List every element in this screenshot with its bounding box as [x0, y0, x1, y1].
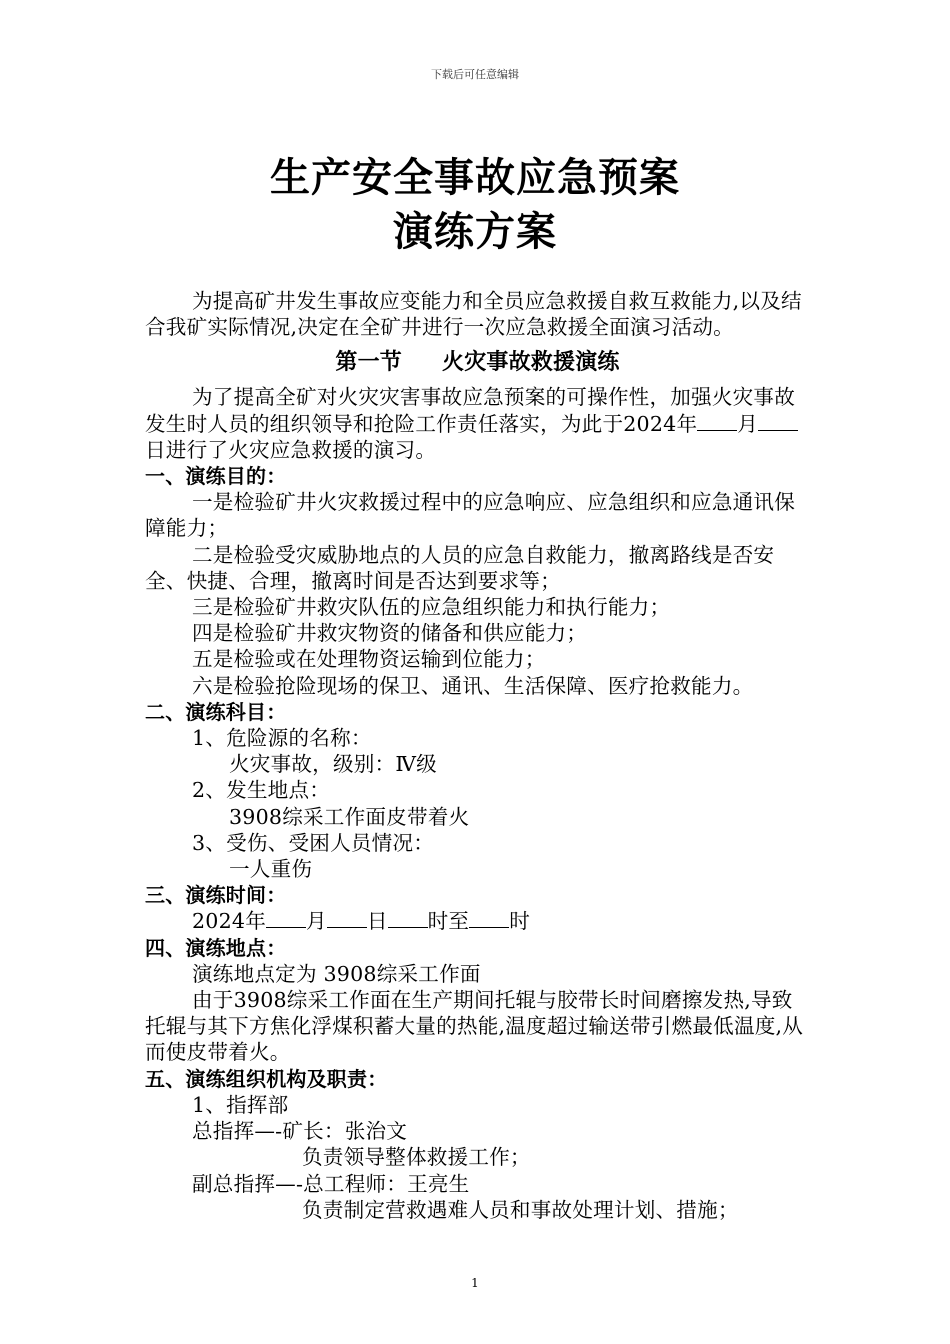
blank-line	[266, 909, 306, 928]
document-body	[145, 288, 810, 1223]
subject-value: 3908综采工作面皮带着火	[229, 804, 470, 829]
subject-value: 一人重伤	[229, 857, 313, 882]
time-text: 时	[509, 909, 530, 934]
purpose-item: 六是检验抢险现场的保卫、通讯、生活保障、医疗抢救能力。	[192, 673, 754, 698]
section-title: 火灾事故救援演练	[442, 350, 620, 376]
page-header: 下载后可任意编辑	[431, 68, 519, 81]
org-role: 副总指挥—-总工程师：王亮生	[192, 1171, 470, 1196]
purpose-item: 一是检验矿井火灾救援过程中的应急响应、应急组织和应急通讯保障能力；	[145, 490, 796, 541]
time-line	[145, 908, 810, 934]
purpose-item: 四是检验矿井救灾物资的储备和供应能力；	[192, 621, 588, 646]
document-subtitle: 演练方案	[393, 209, 557, 255]
para-text: 为了提高全矿对火灾灾害事故应急预案的可操作性，加强火灾事故发生时人员的组织领导和抢险工作责任落实，为此于2024年	[145, 385, 796, 436]
heading-purpose: 一、演练目的：	[145, 464, 287, 489]
location-line: 演练地点定为 3908综采工作面	[192, 961, 481, 986]
section-number: 第一节	[335, 350, 402, 376]
subject-label: 2、发生地点：	[192, 778, 331, 803]
heading-organization: 五、演练组织机构及职责：	[145, 1066, 388, 1091]
intro-paragraph: 为提高矿井发生事故应变能力和全员应急救援自救互救能力,以及结合我矿实际情况,决定在全矿井进行一次应急救援全面演习活动。	[145, 289, 802, 340]
blank-line	[697, 412, 737, 431]
org-duty: 负责领导整体救援工作；	[302, 1145, 531, 1170]
para-text: 月	[737, 411, 759, 436]
heading-time: 三、演练时间：	[145, 883, 287, 908]
subject-label: 3、受伤、受困人员情况：	[192, 830, 435, 855]
blank-line	[388, 909, 428, 928]
section-intro-paragraph	[145, 384, 810, 463]
page-number: 1	[471, 1276, 479, 1290]
section-heading	[145, 348, 810, 378]
blank-line	[327, 909, 367, 928]
org-item: 1、指挥部	[192, 1092, 289, 1117]
time-text: 月	[306, 909, 327, 934]
time-text: 时至	[427, 909, 470, 934]
subject-label: 1、危险源的名称：	[192, 726, 372, 751]
purpose-item: 三是检验矿井救灾队伍的应急组织能力和执行能力；	[192, 595, 671, 620]
org-duty: 负责制定营救遇难人员和事故处理计划、措施；	[302, 1197, 739, 1222]
org-role: 总指挥—-矿长：张治文	[192, 1119, 408, 1144]
purpose-item: 五是检验或在处理物资运输到位能力；	[192, 647, 546, 672]
para-text: 日进行了火灾应急救援的演习。	[145, 437, 437, 462]
time-text: 2024年	[192, 909, 267, 934]
heading-location: 四、演练地点：	[145, 935, 287, 960]
document-title: 生产安全事故应急预案	[270, 155, 680, 201]
subject-value: 火灾事故，级别：Ⅳ级	[229, 752, 437, 777]
time-text: 日	[366, 909, 388, 934]
purpose-item: 二是检验受灾威胁地点的人员的应急自救能力，撤离路线是否安全、快捷、合理，撤离时间是否达到要求等；	[145, 542, 775, 593]
blank-line	[758, 412, 798, 431]
heading-subjects: 二、演练科目：	[145, 699, 287, 724]
location-detail: 由于3908综采工作面在生产期间托辊与胶带长时间磨擦发热,导致托辊与其下方焦化浮煤积蓄大量的热能,温度超过输送带引燃最低温度,从而使皮带着火。	[145, 988, 804, 1065]
blank-line	[469, 909, 509, 928]
